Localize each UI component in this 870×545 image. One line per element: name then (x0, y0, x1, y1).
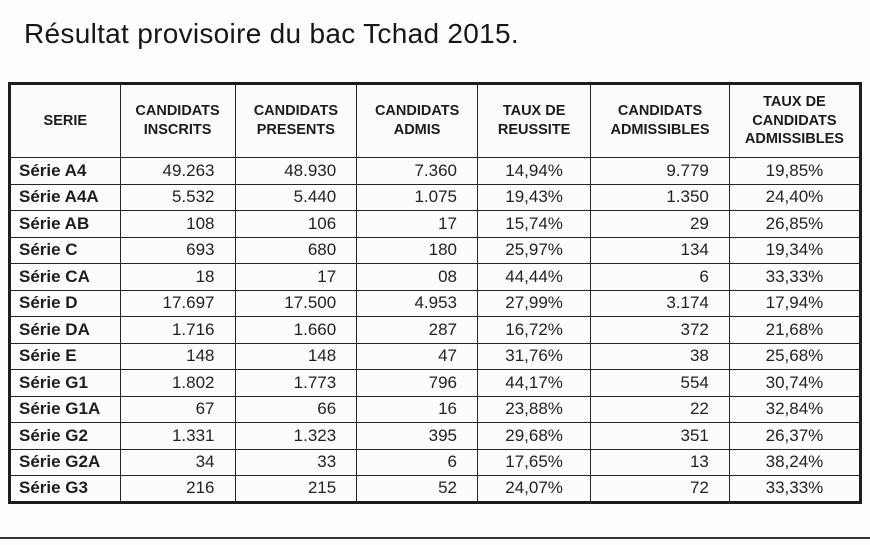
table-row (10, 290, 861, 317)
value-cell: 372 (591, 317, 730, 344)
table-row (10, 343, 861, 370)
value-cell: 16 (357, 396, 478, 423)
value-cell: 25,97% (478, 237, 591, 264)
value-cell: 6 (357, 449, 478, 476)
value-cell: 18 (120, 264, 235, 291)
serie-cell: Série A4 (10, 158, 121, 185)
value-cell: 108 (120, 211, 235, 238)
value-cell: 395 (357, 423, 478, 450)
table-row (10, 423, 861, 450)
value-cell: 44,17% (478, 370, 591, 397)
table-header-row (10, 84, 861, 158)
table-row (10, 237, 861, 264)
value-cell: 19,43% (478, 184, 591, 211)
value-cell: 38,24% (729, 449, 860, 476)
value-cell: 24,07% (478, 476, 591, 503)
table-row (10, 476, 861, 503)
value-cell: 7.360 (357, 158, 478, 185)
value-cell: 5.532 (120, 184, 235, 211)
value-cell: 1.802 (120, 370, 235, 397)
serie-cell: Série G3 (10, 476, 121, 503)
serie-cell: Série D (10, 290, 121, 317)
value-cell: 17.500 (235, 290, 357, 317)
value-cell: 32,84% (729, 396, 860, 423)
value-cell: 44,44% (478, 264, 591, 291)
value-cell: 1.331 (120, 423, 235, 450)
value-cell: 1.323 (235, 423, 357, 450)
value-cell: 33,33% (729, 264, 860, 291)
column-header: TAUX DE CANDIDATS ADMISSIBLES (729, 84, 860, 158)
value-cell: 19,85% (729, 158, 860, 185)
value-cell: 34 (120, 449, 235, 476)
value-cell: 26,37% (729, 423, 860, 450)
value-cell: 17 (357, 211, 478, 238)
value-cell: 148 (120, 343, 235, 370)
table-row (10, 370, 861, 397)
value-cell: 1.350 (591, 184, 730, 211)
value-cell: 796 (357, 370, 478, 397)
value-cell: 106 (235, 211, 357, 238)
value-cell: 72 (591, 476, 730, 503)
value-cell: 21,68% (729, 317, 860, 344)
value-cell: 148 (235, 343, 357, 370)
table-row (10, 158, 861, 185)
value-cell: 351 (591, 423, 730, 450)
value-cell: 33 (235, 449, 357, 476)
bottom-edge-line (0, 537, 870, 539)
serie-cell: Série C (10, 237, 121, 264)
value-cell: 16,72% (478, 317, 591, 344)
page-title: Résultat provisoire du bac Tchad 2015. (24, 18, 519, 49)
results-table (8, 82, 862, 504)
table-body (10, 158, 861, 503)
value-cell: 1.075 (357, 184, 478, 211)
value-cell: 29 (591, 211, 730, 238)
value-cell: 26,85% (729, 211, 860, 238)
value-cell: 08 (357, 264, 478, 291)
serie-cell: Série G2 (10, 423, 121, 450)
value-cell: 216 (120, 476, 235, 503)
table-row (10, 264, 861, 291)
value-cell: 19,34% (729, 237, 860, 264)
value-cell: 22 (591, 396, 730, 423)
value-cell: 180 (357, 237, 478, 264)
table-row (10, 396, 861, 423)
value-cell: 47 (357, 343, 478, 370)
column-header: CANDIDATS INSCRITS (120, 84, 235, 158)
table-row (10, 317, 861, 344)
value-cell: 66 (235, 396, 357, 423)
serie-cell: Série G2A (10, 449, 121, 476)
value-cell: 67 (120, 396, 235, 423)
value-cell: 15,74% (478, 211, 591, 238)
value-cell: 1.716 (120, 317, 235, 344)
value-cell: 287 (357, 317, 478, 344)
column-header: SERIE (10, 84, 121, 158)
column-header: CANDIDATS PRESENTS (235, 84, 357, 158)
serie-cell: Série A4A (10, 184, 121, 211)
value-cell: 1.660 (235, 317, 357, 344)
serie-cell: Série E (10, 343, 121, 370)
value-cell: 52 (357, 476, 478, 503)
serie-cell: Série DA (10, 317, 121, 344)
value-cell: 30,74% (729, 370, 860, 397)
value-cell: 554 (591, 370, 730, 397)
serie-cell: Série AB (10, 211, 121, 238)
value-cell: 31,76% (478, 343, 591, 370)
value-cell: 5.440 (235, 184, 357, 211)
value-cell: 6 (591, 264, 730, 291)
value-cell: 29,68% (478, 423, 591, 450)
value-cell: 17,94% (729, 290, 860, 317)
value-cell: 23,88% (478, 396, 591, 423)
value-cell: 3.174 (591, 290, 730, 317)
table-row (10, 184, 861, 211)
value-cell: 215 (235, 476, 357, 503)
value-cell: 24,40% (729, 184, 860, 211)
value-cell: 17.697 (120, 290, 235, 317)
value-cell: 9.779 (591, 158, 730, 185)
value-cell: 17,65% (478, 449, 591, 476)
table-header (10, 84, 861, 158)
value-cell: 27,99% (478, 290, 591, 317)
value-cell: 13 (591, 449, 730, 476)
column-header: CANDIDATS ADMISSIBLES (591, 84, 730, 158)
value-cell: 680 (235, 237, 357, 264)
value-cell: 48.930 (235, 158, 357, 185)
column-header: TAUX DE REUSSITE (478, 84, 591, 158)
value-cell: 1.773 (235, 370, 357, 397)
serie-cell: Série G1 (10, 370, 121, 397)
value-cell: 4.953 (357, 290, 478, 317)
serie-cell: Série CA (10, 264, 121, 291)
value-cell: 49.263 (120, 158, 235, 185)
value-cell: 33,33% (729, 476, 860, 503)
value-cell: 14,94% (478, 158, 591, 185)
table-row (10, 211, 861, 238)
value-cell: 38 (591, 343, 730, 370)
table-row (10, 449, 861, 476)
column-header: CANDIDATS ADMIS (357, 84, 478, 158)
value-cell: 17 (235, 264, 357, 291)
serie-cell: Série G1A (10, 396, 121, 423)
value-cell: 25,68% (729, 343, 860, 370)
value-cell: 693 (120, 237, 235, 264)
value-cell: 134 (591, 237, 730, 264)
